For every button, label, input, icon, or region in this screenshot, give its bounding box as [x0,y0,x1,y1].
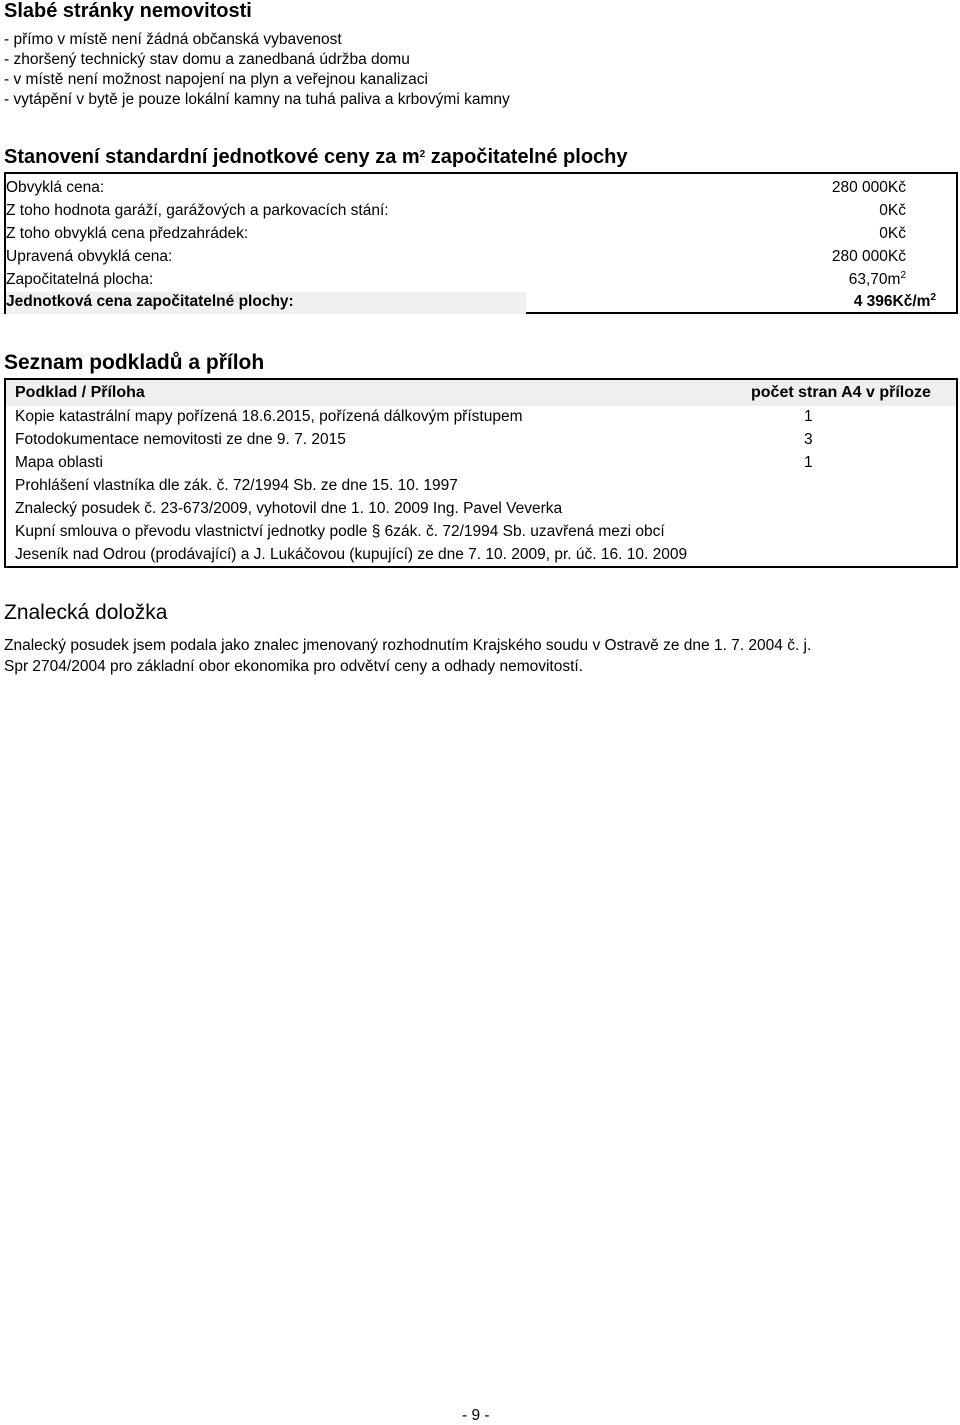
weakness-item: - v místě není možnost napojení na plyn a veřejnou kanalizaci [4,71,428,88]
attachment-count: 1 [804,408,813,425]
clause-title: Znalecká doložka [4,601,168,624]
attachment-row [6,429,956,452]
price-title: Stanovení standardní jednotkové ceny za $m^2$ započitatelné plochy [4,146,628,168]
attachment-label: Mapa oblasti [15,454,103,471]
price-row [6,247,956,269]
price-row-value: 280 000Kč [831,179,906,196]
price-row-label: Obvyklá cena: [6,179,105,196]
attachment-row [6,544,956,567]
attachment-row [6,498,956,521]
price-row [6,270,956,292]
weakness-item: - přímo v místě není žádná občanská vybavenost [4,31,342,48]
price-total-value: 4 $396Kč/m^2$ [853,292,936,310]
attachment-count: 3 [804,431,813,448]
price-row-value: 0Kč [879,225,906,242]
price-row [6,201,956,223]
attachment-row [6,475,956,498]
price-row-value: $63,70m^2$ [848,270,906,288]
price-row-label: Upravená obvyklá cena: [6,248,173,265]
attachment-label: Fotodokumentace nemovitosti ze dne 9. 7. 2015 [15,431,346,448]
attachment-row [6,406,956,429]
attachment-count: 1 [804,454,813,471]
price-row [6,178,956,200]
weaknesses-section [4,0,252,23]
price-total-label: Jednotková cena započitatelné plochy: [6,293,294,310]
attachment-row [6,521,956,544]
attachment-row [6,452,956,475]
price-row-label: Započitatelná plocha: [6,271,154,288]
header-pages: počet stran A4 v příloze [751,384,931,401]
price-total-row [6,292,956,314]
attachments-header [6,380,956,406]
price-row [6,224,956,246]
attachment-label: Prohlášení vlastníka dle zák. č. 72/1994 Sb. ze dne 15. 10. 1997 [15,477,458,494]
attachments-table [4,378,958,568]
attachment-label: Kupní smlouva o převodu vlastnictví jednotky podle § 6zák. č. 72/1994 Sb. uzavřená mezi obcí [15,523,665,540]
attachments-title: Seznam podkladů a příloh [4,351,265,374]
weakness-item: - vytápění v bytě je pouze lokální kamny na tuhá paliva a krbovými kamny [4,91,510,108]
price-row-label: Z toho obvyklá cena předzahrádek: [6,225,249,242]
clause-line-2: Spr 2704/2004 pro základní obor ekonomika pro odvětví ceny a odhady nemovitostí. [4,658,584,675]
weakness-item: - zhoršený technický stav domu a zanedbaná údržba domu [4,51,410,68]
attachment-label: Znalecký posudek č. 23-673/2009, vyhotovil dne 1. 10. 2009 Ing. Pavel Veverka [15,500,563,517]
clause-line-1: Znalecký posudek jsem podala jako znalec jmenovaný rozhodnutím Krajského soudu v Ostravě ze dne 1. 7. 2004 č. j. [4,637,812,654]
price-table [4,172,958,314]
header-document: Podklad / Příloha [15,384,145,401]
attachment-label: Kopie katastrální mapy pořízená 18.6.2015, pořízená dálkovým přístupem [15,408,523,425]
attachment-label: Jeseník nad Odrou (prodávající) a J. Lukáčovou (kupující) ze dne 7. 10. 2009, pr. úč. 16. 10. 2009 [15,546,688,563]
price-row-label: Z toho hodnota garáží, garážových a parkovacích stání: [6,202,389,219]
page-number: - 9 - [462,1407,490,1424]
price-row-value: 280 000Kč [831,248,906,265]
weaknesses-title: Slabé stránky nemovitosti [4,0,252,22]
price-row-value: 0Kč [879,202,906,219]
